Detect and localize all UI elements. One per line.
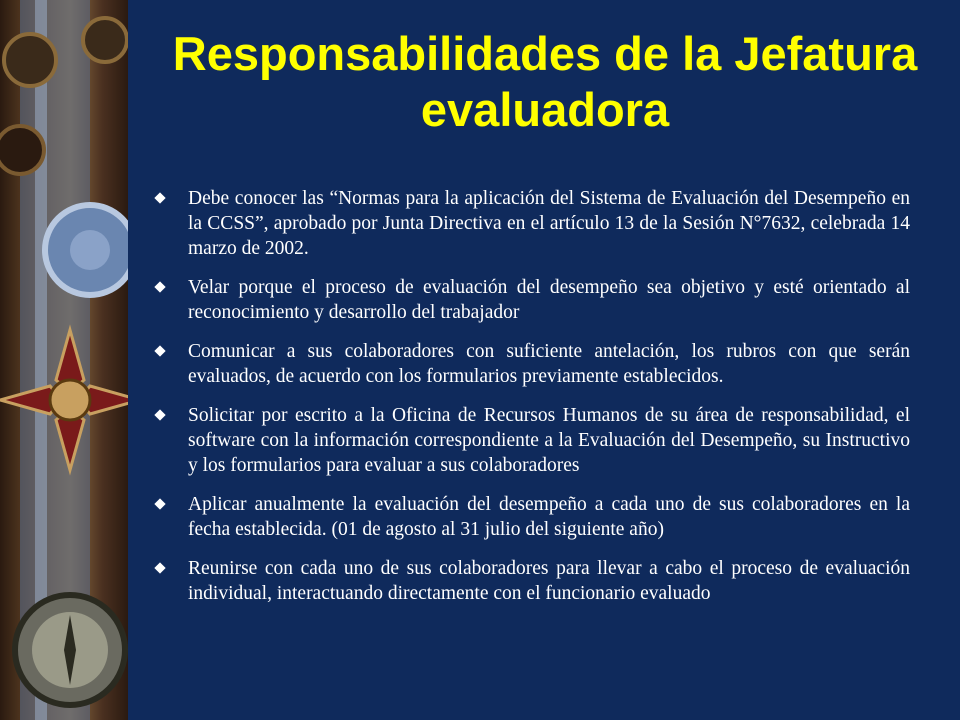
bullet-text: Comunicar a sus colaboradores con suficiente antelación, los rubros con que serán evaluados, de acuerdo con los formularios previamente establecidos.	[188, 341, 910, 387]
bullet-text: Reunirse con cada uno de sus colaboradores para llevar a cabo el proceso de evaluación individual, interactuando directamente con el funcionario evaluado	[188, 558, 910, 604]
diamond-bullet-icon	[154, 345, 165, 356]
diamond-bullet-icon	[154, 498, 165, 509]
bullet-item	[150, 275, 910, 325]
diamond-bullet-icon	[154, 281, 165, 292]
bullet-item	[150, 339, 910, 389]
bullet-item	[150, 556, 910, 606]
medal-illustration	[0, 0, 128, 720]
bullet-item	[150, 403, 910, 478]
bullet-item	[150, 186, 910, 261]
bullet-text: Aplicar anualmente la evaluación del desempeño a cada uno de sus colaboradores en la fecha establecida. (01 de agosto al 31 julio del siguiente año)	[188, 494, 910, 540]
bullet-text: Debe conocer las “Normas para la aplicación del Sistema de Evaluación del Desempeño en la CCSS”, aprobado por Junta Directiva en el artículo 13 de la Sesión N°7632, celebrada 14 marzo de 2002.	[188, 188, 910, 259]
decorative-photo-strip	[0, 0, 128, 720]
diamond-bullet-icon	[154, 562, 165, 573]
bullet-item	[150, 492, 910, 542]
diamond-bullet-icon	[154, 192, 165, 203]
bullet-list	[150, 186, 910, 620]
bullet-text: Solicitar por escrito a la Oficina de Recursos Humanos de su área de responsabilidad, el software con la información correspondiente a la Evaluación del Desempeño, su Instructivo y los formularios para evaluar a sus colaboradores	[188, 405, 910, 476]
diamond-bullet-icon	[154, 409, 165, 420]
bullet-text: Velar porque el proceso de evaluación del desempeño sea objetivo y esté orientado al reconocimiento y desarrollo del trabajador	[188, 277, 910, 323]
slide-title: Responsabilidades de la Jefatura evaluadora	[172, 27, 918, 136]
